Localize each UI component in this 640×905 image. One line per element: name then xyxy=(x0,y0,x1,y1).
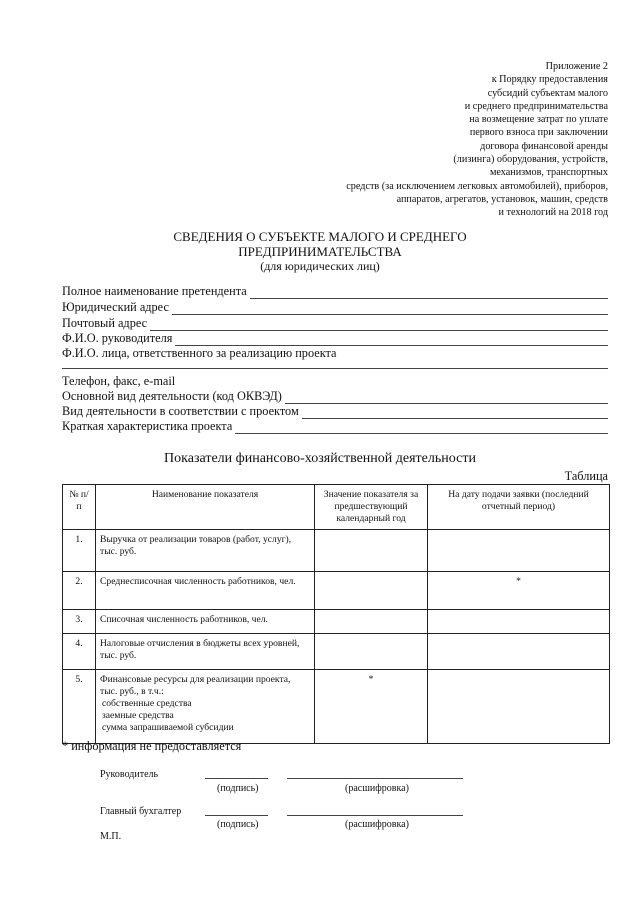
field-label: Основной вид деятельности (код ОКВЭД) xyxy=(62,389,282,403)
row-name: Налоговые отчисления в бюджеты всех уровней, тыс. руб. xyxy=(96,634,315,670)
table-row xyxy=(63,634,610,670)
stamp-label: М.П. xyxy=(100,831,122,842)
project-summary-field[interactable] xyxy=(62,419,608,434)
project-activity-field[interactable] xyxy=(62,404,608,419)
row-name: Выручка от реализации товаров (работ, услуг), тыс. руб. xyxy=(96,530,315,572)
decode-hint: (расшифровка) xyxy=(345,819,409,830)
row-num: 2. xyxy=(63,572,96,610)
table-row xyxy=(63,670,610,744)
director-field[interactable] xyxy=(62,331,608,346)
row-name-cell xyxy=(96,670,315,744)
header-num: № п/п xyxy=(63,485,96,530)
field-label: Почтовый адрес xyxy=(62,316,148,330)
header-name: Наименование показателя xyxy=(96,485,315,530)
header-prev: Значение показателя за предшествующий календарный год xyxy=(315,485,428,530)
row-current-cell[interactable] xyxy=(428,610,610,634)
row-num: 5. xyxy=(63,670,96,744)
director-decode-line[interactable] xyxy=(287,778,463,779)
table-header-row xyxy=(63,485,610,530)
fill-line[interactable] xyxy=(235,422,608,434)
row-prev-cell[interactable] xyxy=(315,634,428,670)
okved-field[interactable] xyxy=(62,389,608,404)
table-label: Таблица xyxy=(564,469,608,483)
row-current-cell[interactable]: * xyxy=(428,572,610,610)
table-row xyxy=(63,610,610,634)
annex-line: (лизинга) оборудования, устройств, xyxy=(453,154,608,166)
row-name: Среднесписочная численность работников, чел. xyxy=(96,572,315,610)
row-subitem: сумма запрашиваемой субсидии xyxy=(102,722,234,733)
header-current: На дату подачи заявки (последний отчетный период) xyxy=(428,485,610,530)
field-label: Ф.И.О. руководителя xyxy=(62,331,173,345)
annex-line: и среднего предпринимательства xyxy=(464,100,608,112)
table-row xyxy=(63,530,610,572)
row-prev-cell[interactable] xyxy=(315,610,428,634)
signature-hint: (подпись) xyxy=(217,819,259,830)
accountant-label: Главный бухгалтер xyxy=(100,806,182,817)
annex-line: на возмещение затрат по уплате xyxy=(469,114,608,126)
fill-line[interactable] xyxy=(285,392,608,404)
row-prev-cell[interactable]: * xyxy=(315,670,428,744)
annex-line: первого взноса при заключении xyxy=(469,127,608,139)
row-subitem: собственные средства xyxy=(102,698,192,709)
responsible-fill-line[interactable] xyxy=(62,368,608,369)
table-row xyxy=(63,572,610,610)
footnote: * информация не предоставляется xyxy=(62,739,242,753)
fill-line[interactable] xyxy=(250,287,608,299)
postal-address-field[interactable] xyxy=(62,316,608,331)
fill-line[interactable] xyxy=(175,334,608,346)
annex-line: Приложение 2 xyxy=(545,61,608,72)
fill-line[interactable] xyxy=(172,303,608,315)
document-subtitle: (для юридических лиц) xyxy=(260,259,380,273)
decode-hint: (расшифровка) xyxy=(345,783,409,794)
fill-line[interactable] xyxy=(150,319,608,331)
indicators-table xyxy=(62,484,610,744)
legal-address-field[interactable] xyxy=(62,300,608,315)
row-current-cell[interactable] xyxy=(428,530,610,572)
row-num: 3. xyxy=(63,610,96,634)
accountant-signature-line[interactable] xyxy=(205,815,268,816)
director-signature-line[interactable] xyxy=(205,778,268,779)
row-current-cell[interactable] xyxy=(428,634,610,670)
annex-line: и технологий на 2018 год xyxy=(498,207,608,219)
annex-line: договора финансовой аренды xyxy=(480,140,608,152)
row-prev-cell[interactable] xyxy=(315,530,428,572)
field-label: Телефон, факс, e-mail xyxy=(62,374,176,388)
annex-line: аппаратов, агрегатов, установок, машин, средств xyxy=(396,193,608,205)
full-name-field[interactable] xyxy=(62,284,608,299)
annex-line: средств (за исключением легковых автомобилей), приборов, xyxy=(346,180,608,192)
row-subitem: заемные средства xyxy=(102,710,174,721)
document-title-cont: ПРЕДПРИНИМАТЕЛЬСТВА xyxy=(238,244,402,259)
row-num: 1. xyxy=(63,530,96,572)
annex-line: к Порядку предоставления xyxy=(491,74,608,86)
field-label: Краткая характеристика проекта xyxy=(62,419,233,433)
signature-hint: (подпись) xyxy=(217,783,259,794)
phone-field[interactable] xyxy=(62,374,608,389)
row-name: Списочная численность работников, чел. xyxy=(96,610,315,634)
row-current-cell[interactable] xyxy=(428,670,610,744)
row-prev-cell[interactable] xyxy=(315,572,428,610)
field-label: Ф.И.О. лица, ответственного за реализацию проекта xyxy=(62,346,337,360)
responsible-field[interactable] xyxy=(62,346,608,361)
annex-line: механизмов, транспортных xyxy=(489,167,608,179)
document-title: СВЕДЕНИЯ О СУБЪЕКТЕ МАЛОГО И СРЕДНЕГО xyxy=(173,229,467,244)
fill-line[interactable] xyxy=(302,407,608,419)
field-label: Полное наименование претендента xyxy=(62,284,247,298)
section-title: Показатели финансово-хозяйственной деятельности xyxy=(164,451,476,466)
row-num: 4. xyxy=(63,634,96,670)
director-label: Руководитель xyxy=(100,769,159,780)
field-label: Юридический адрес xyxy=(62,300,169,314)
field-label: Вид деятельности в соответствии с проектом xyxy=(62,404,299,418)
annex-line: субсидий субъектам малого xyxy=(487,87,608,99)
accountant-decode-line[interactable] xyxy=(287,815,463,816)
row-name: Финансовые ресурсы для реализации проекта, тыс. руб., в т.ч.: xyxy=(100,674,291,697)
annex-block xyxy=(268,60,608,220)
